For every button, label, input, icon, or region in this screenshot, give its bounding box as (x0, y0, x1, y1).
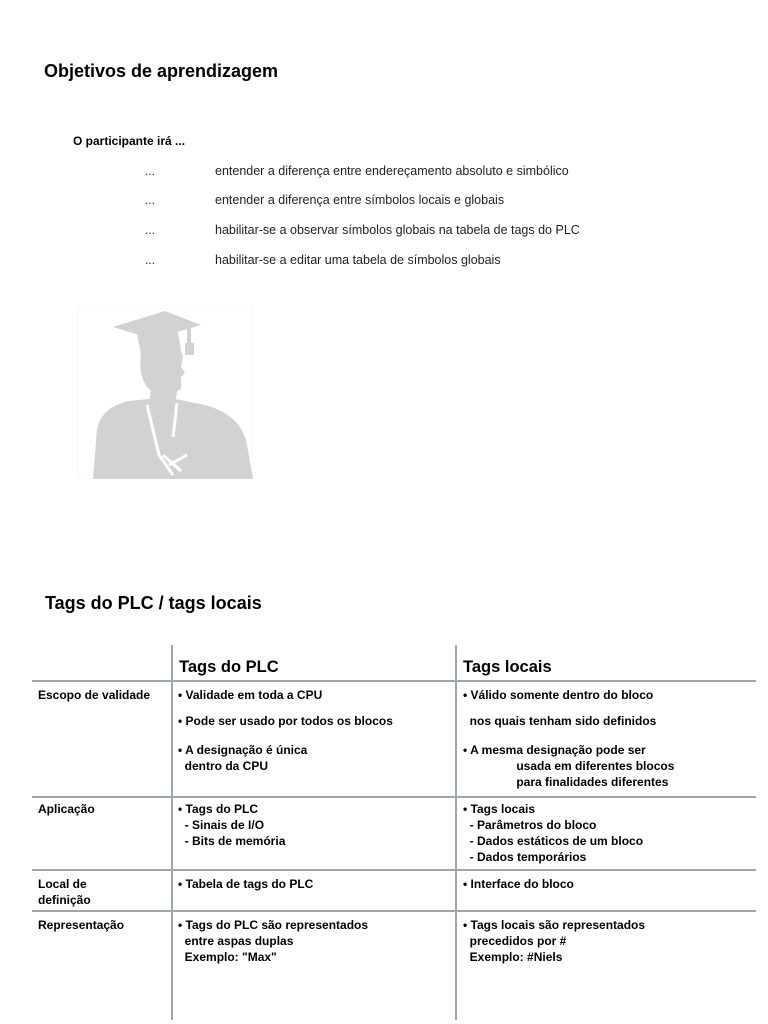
objective-item: entender a diferença entre símbolos locais e globais (215, 193, 505, 207)
table-cell: • A designação é única dentro da CPU (178, 743, 308, 773)
table-cell: • Tags locais - Parâmetros do bloco - Dados estáticos de um bloco - Dados temporários (463, 802, 644, 864)
row-label: Aplicação (38, 802, 95, 816)
table-cell: • Tags do PLC - Sinais de I/O - Bits de memória (178, 802, 286, 848)
objective-ellipsis: ... (145, 164, 156, 178)
table-cell: • A mesma designação pode ser usada em diferentes blocos para finalidades diferentes (463, 743, 675, 789)
objective-ellipsis: ... (145, 223, 156, 237)
column-header-local: Tags locais (463, 658, 552, 676)
table-cell: • Pode ser usado por todos os blocos (178, 714, 393, 728)
table-cell: nos quais tenham sido definidos (463, 714, 657, 728)
column-header-plc: Tags do PLC (179, 658, 279, 676)
table-divider (32, 910, 756, 912)
table-cell: • Tags do PLC são representados entre aspas duplas Exemplo: "Max" (178, 918, 369, 964)
graduate-silhouette-icon (77, 305, 253, 479)
table-divider (32, 680, 756, 682)
objectives-title: Objetivos de aprendizagem (44, 61, 279, 81)
table-divider (32, 796, 756, 798)
table-divider (32, 869, 756, 871)
table-divider (455, 645, 457, 1020)
table-cell: • Válido somente dentro do bloco (463, 688, 654, 702)
objectives-intro: O participante irá ... (73, 134, 186, 148)
table-cell: • Tags locais são representados precedidos por # Exemplo: #Niels (463, 918, 646, 964)
objective-ellipsis: ... (145, 253, 156, 267)
section-title: Tags do PLC / tags locais (45, 593, 262, 613)
objective-item: habilitar-se a editar uma tabela de símbolos globais (215, 253, 501, 267)
row-label: Escopo de validade (38, 688, 151, 702)
table-cell: • Validade em toda a CPU (178, 688, 323, 702)
row-label: Local de definição (38, 877, 91, 907)
table-cell: • Tabela de tags do PLC (178, 877, 314, 891)
table-divider (171, 645, 173, 1020)
row-label: Representação (38, 918, 125, 932)
table-cell: • Interface do bloco (463, 877, 574, 891)
objective-item: entender a diferença entre endereçamento absoluto e simbólico (215, 164, 569, 178)
objective-ellipsis: ... (145, 193, 156, 207)
objective-item: habilitar-se a observar símbolos globais na tabela de tags do PLC (215, 223, 580, 237)
graduate-image (77, 305, 253, 479)
